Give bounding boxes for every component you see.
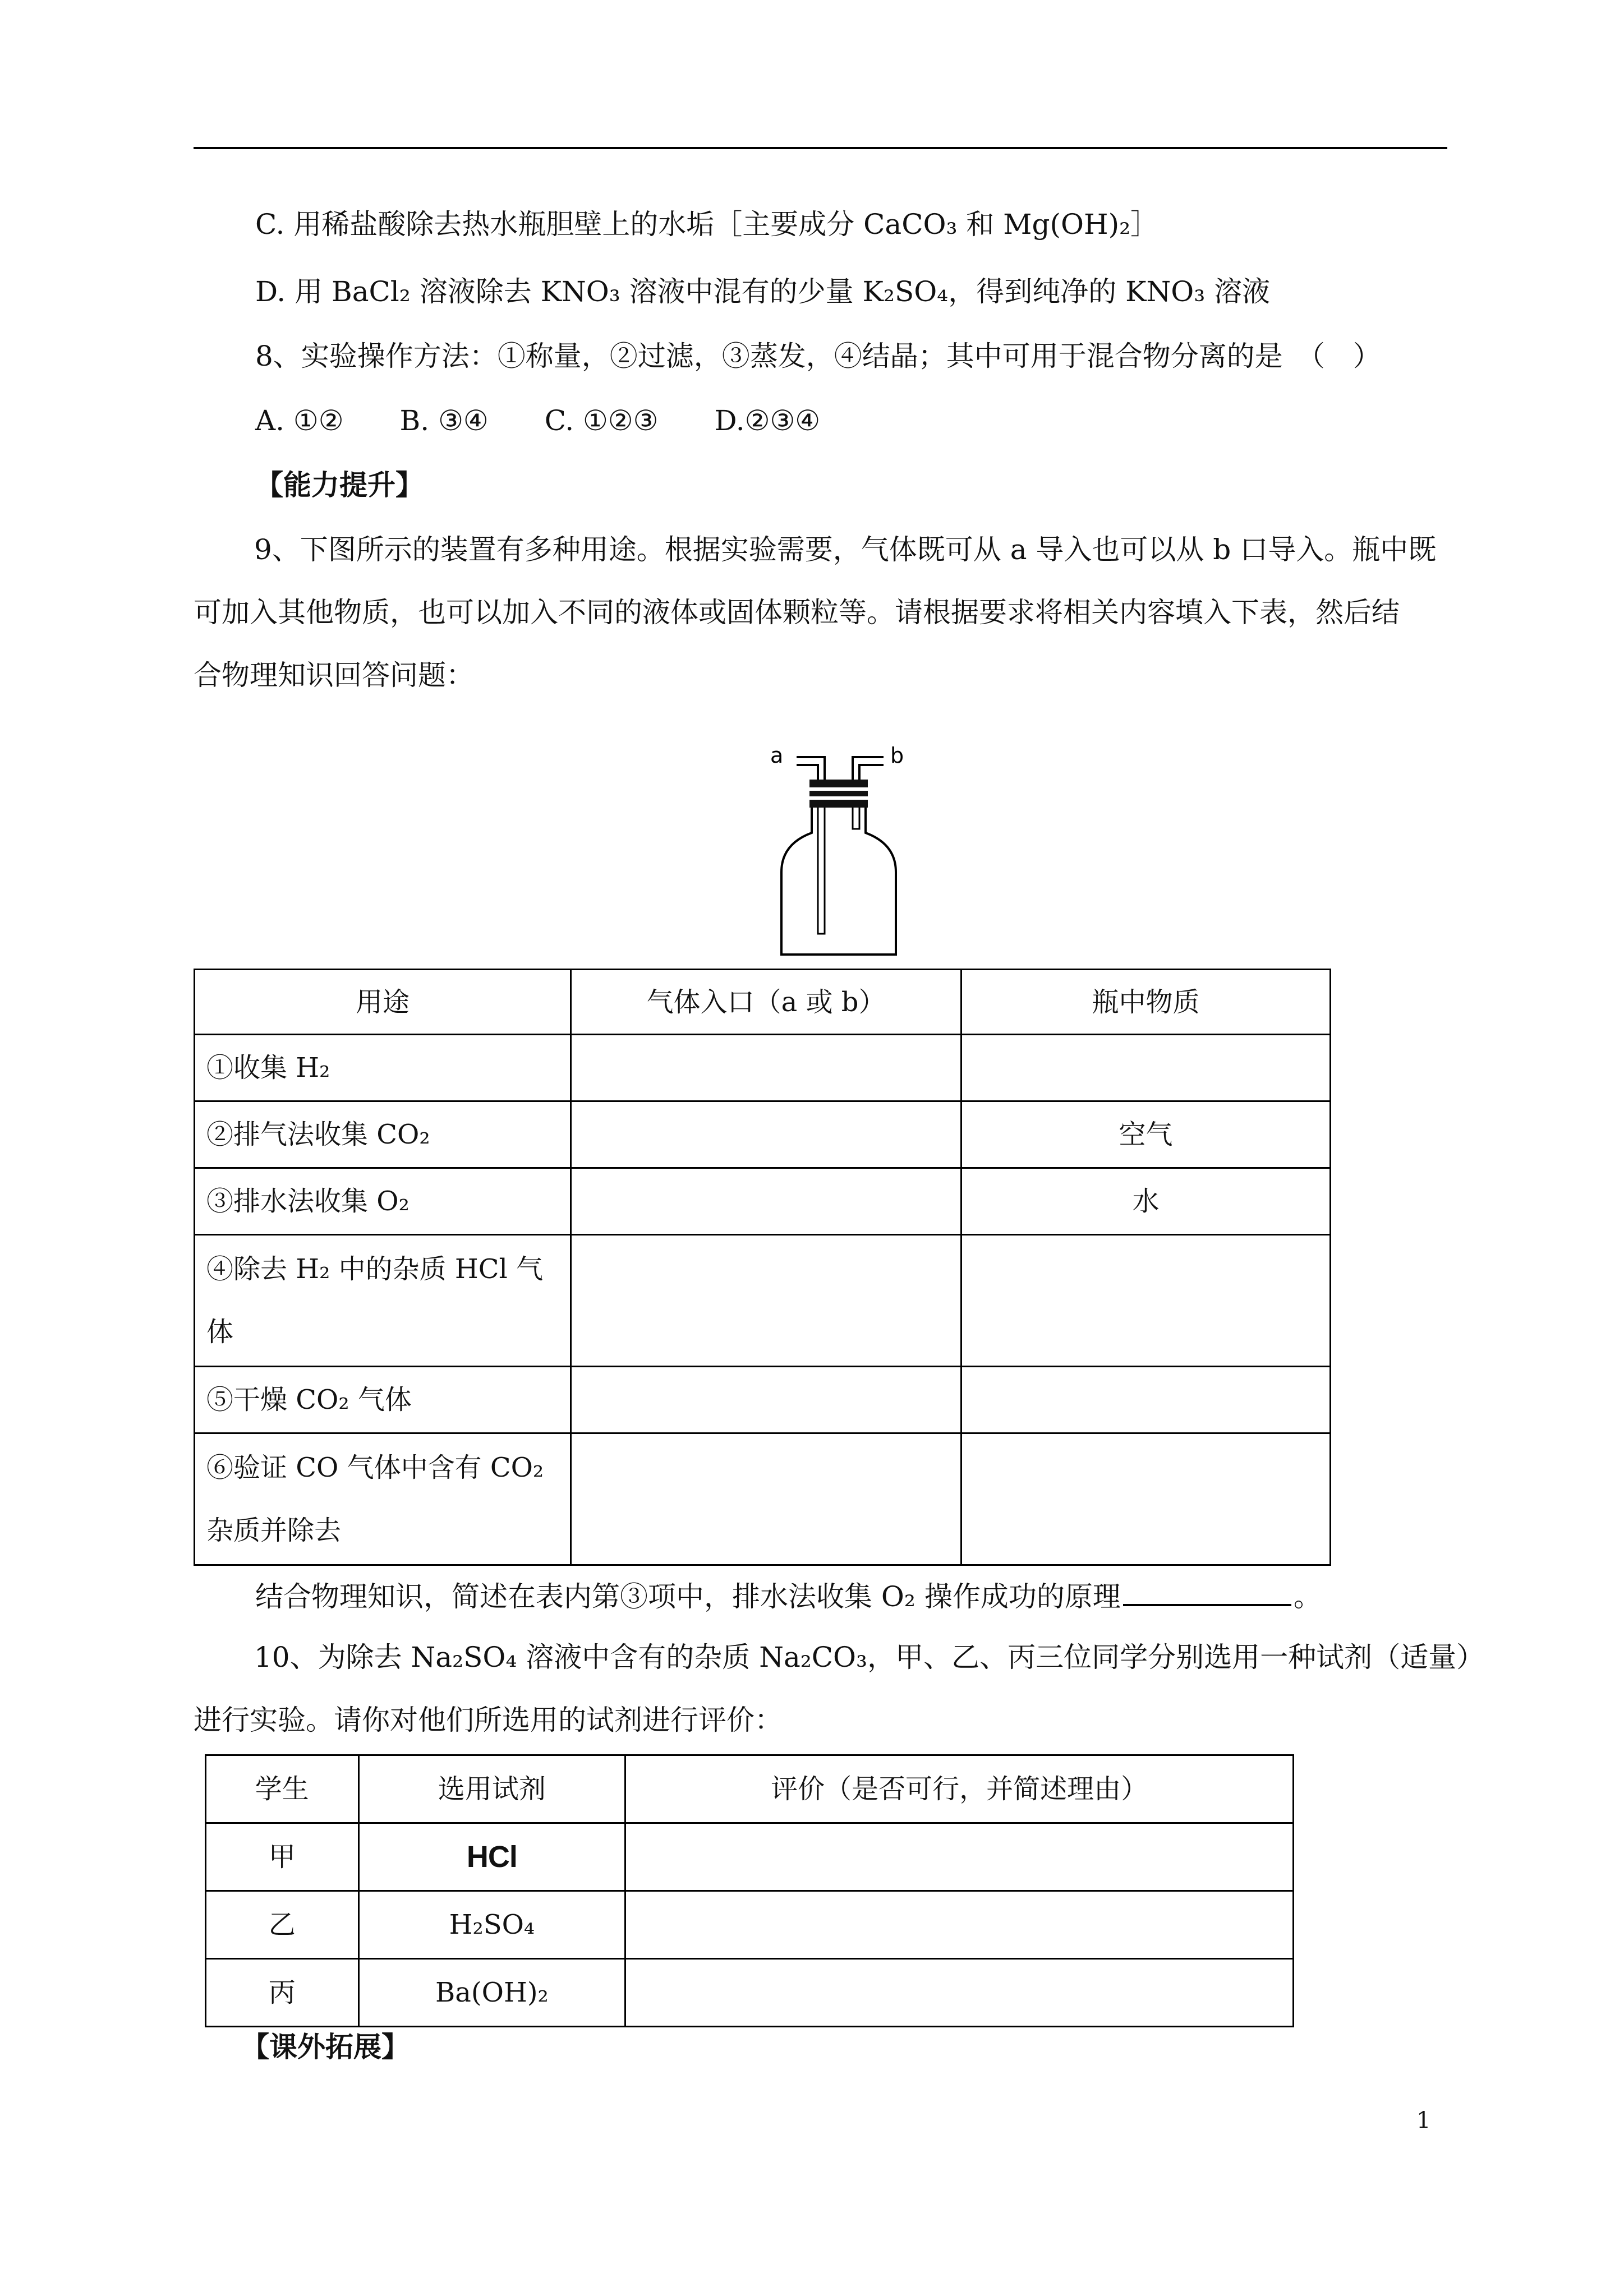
row-content-cell[interactable] xyxy=(961,1035,1331,1101)
row-inlet-cell[interactable] xyxy=(571,1433,961,1565)
table-row xyxy=(195,1035,1331,1101)
label-a: a xyxy=(770,743,784,768)
header-evaluation: 评价（是否可行，并简述理由） xyxy=(625,1755,1294,1823)
row-inlet-cell[interactable] xyxy=(571,1101,961,1168)
row-use: ④除去 H₂ 中的杂质 HCl 气体 xyxy=(195,1235,571,1367)
stopper-stripe-1 xyxy=(809,787,868,791)
page-number: 1 xyxy=(1416,2108,1431,2133)
question-9-text xyxy=(194,533,1444,721)
row-evaluation-cell[interactable] xyxy=(625,1891,1294,1959)
table-row xyxy=(195,1235,1331,1367)
row-student: 甲 xyxy=(206,1823,359,1891)
table-row xyxy=(206,1823,1294,1891)
header-reagent: 选用试剂 xyxy=(358,1755,625,1823)
row-content-cell[interactable] xyxy=(961,1367,1331,1433)
section-extra-title: 【课外拓展】 xyxy=(241,2030,410,2063)
row-use: ②排气法收集 CO₂ xyxy=(195,1101,571,1168)
question-10-line-2: 进行实验。请你对他们所选用的试剂进行评价： xyxy=(194,1704,783,1736)
inlet-tube-a-inner xyxy=(797,765,818,780)
header-rule xyxy=(194,147,1447,149)
question-9-followup xyxy=(255,1576,1322,1613)
question-9-line-1: 9、下图所示的装置有多种用途。根据实验需要，气体既可从 a 导入也可以从 b 口导入。瓶中既 xyxy=(254,533,1437,566)
row-inlet-cell[interactable] xyxy=(571,1168,961,1235)
header-use: 用途 xyxy=(195,970,571,1035)
rubber-stopper xyxy=(809,780,868,808)
reagent-table xyxy=(205,1754,1294,2027)
question-10-text xyxy=(194,1640,1485,1766)
row-inlet-cell[interactable] xyxy=(571,1367,961,1433)
option-c: C. 用稀盐酸除去热水瓶胆壁上的水垢［主要成分 CaCO₃ 和 Mg(OH)₂］ xyxy=(255,208,1159,241)
stopper-stripe-2 xyxy=(809,796,868,800)
followup-prefix: 结合物理知识，简述在表内第③项中，排水法收集 O₂ 操作成功的原理 xyxy=(255,1580,1121,1613)
inlet-tube-b xyxy=(853,757,884,780)
header-content: 瓶中物质 xyxy=(961,970,1331,1035)
question-9-line-3: 合物理知识回答问题： xyxy=(194,659,474,691)
header-student: 学生 xyxy=(206,1755,359,1823)
answer-blank[interactable] xyxy=(1123,1576,1291,1606)
row-use: ⑥验证 CO 气体中含有 CO₂ 杂质并除去 xyxy=(195,1433,571,1565)
inlet-tube-b-inner xyxy=(859,765,884,780)
row-content-cell: 水 xyxy=(961,1168,1331,1235)
option-d: D. 用 BaCl₂ 溶液除去 KNO₃ 溶液中混有的少量 K₂SO₄，得到纯净的 KNO₃ 溶液 xyxy=(255,275,1271,308)
followup-suffix: 。 xyxy=(1293,1580,1322,1613)
row-evaluation-cell[interactable] xyxy=(625,1959,1294,2027)
row-content-cell[interactable] xyxy=(961,1235,1331,1367)
question-10-line-1: 10、为除去 Na₂SO₄ 溶液中含有的杂质 Na₂CO₃，甲、乙、丙三位同学分别选用一种试剂（适量） xyxy=(254,1641,1485,1673)
table-row xyxy=(195,1168,1331,1235)
row-reagent: HCl xyxy=(358,1823,625,1891)
question-9-line-2: 可加入其他物质，也可以加入不同的液体或固体颗粒等。请根据要求将相关内容填入下表，然后结 xyxy=(194,596,1400,629)
row-use: ③排水法收集 O₂ xyxy=(195,1168,571,1235)
row-student: 丙 xyxy=(206,1959,359,2027)
table-row xyxy=(206,1959,1294,2027)
row-content-cell[interactable] xyxy=(961,1433,1331,1565)
section-ability-title: 【能力提升】 xyxy=(255,468,424,501)
inlet-tube-a xyxy=(797,757,825,780)
usage-table-header xyxy=(195,970,1331,1035)
row-reagent: H₂SO₄ xyxy=(358,1891,625,1959)
table-row xyxy=(195,1101,1331,1168)
label-b: b xyxy=(890,743,904,768)
short-tube xyxy=(853,808,859,829)
reagent-table-header xyxy=(206,1755,1294,1823)
table-row xyxy=(195,1433,1331,1565)
row-evaluation-cell[interactable] xyxy=(625,1823,1294,1891)
row-student: 乙 xyxy=(206,1891,359,1959)
row-inlet-cell[interactable] xyxy=(571,1235,961,1367)
row-reagent: Ba(OH)₂ xyxy=(358,1959,625,2027)
question-8: 8、实验操作方法：①称量，②过滤，③蒸发，④结晶；其中可用于混合物分离的是 （ ） xyxy=(255,340,1381,372)
question-8-options: A. ①② B. ③④ C. ①②③ D.②③④ xyxy=(255,404,821,437)
header-inlet: 气体入口（a 或 b） xyxy=(571,970,961,1035)
gas-bottle-figure xyxy=(766,740,912,960)
row-content-cell: 空气 xyxy=(961,1101,1331,1168)
row-use: ①收集 H₂ xyxy=(195,1035,571,1101)
long-tube xyxy=(818,808,825,934)
table-row xyxy=(206,1891,1294,1959)
table-row xyxy=(195,1367,1331,1433)
gas-bottle-drawing xyxy=(766,740,912,960)
usage-table xyxy=(194,969,1331,1566)
row-use: ⑤干燥 CO₂ 气体 xyxy=(195,1367,571,1433)
bottle-outline xyxy=(781,808,896,955)
row-inlet-cell[interactable] xyxy=(571,1035,961,1101)
